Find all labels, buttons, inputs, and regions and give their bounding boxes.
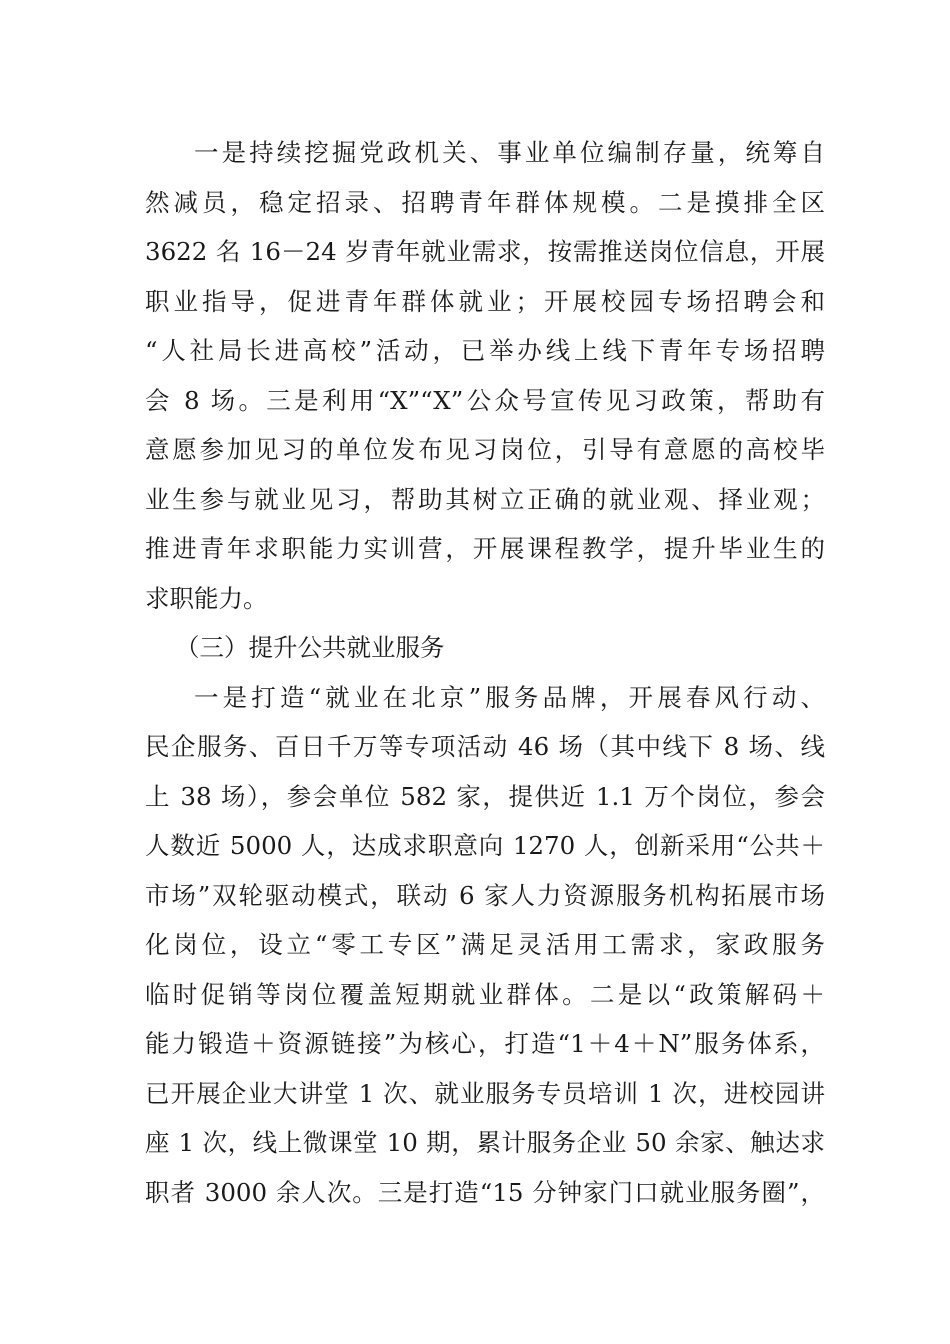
- text-line: “人社局长进高校”活动，已举办线上线下青年专场招聘: [145, 336, 825, 365]
- text-line: 临时促销等岗位覆盖短期就业群体。二是以“政策解码＋: [145, 980, 825, 1009]
- text-line: 一是持续挖掘党政机关、事业单位编制存量，统筹自: [194, 138, 825, 167]
- text-line: 已开展企业大讲堂 1 次、就业服务专员培训 1 次，进校园讲: [145, 1079, 825, 1108]
- text-line: 推进青年求职能力实训营，开展课程教学，提升毕业生的: [145, 534, 825, 563]
- text-line: 化岗位，设立“零工专区”满足灵活用工需求，家政服务: [145, 930, 825, 959]
- text-line: 上 38 场），参会单位 582 家，提供近 1.1 万个岗位，参会: [145, 782, 825, 811]
- text-line: 职业指导，促进青年群体就业；开展校园专场招聘会和: [145, 287, 825, 316]
- text-line: 民企服务、百日千万等专项活动 46 场（其中线下 8 场、线: [145, 732, 825, 761]
- text-line: 职者 3000 余人次。三是打造“15 分钟家门口就业服务圈”，: [145, 1178, 825, 1207]
- text-line: 一是打造“就业在北京”服务品牌，开展春风行动、: [194, 683, 825, 712]
- text-line: 能力锻造＋资源链接”为核心，打造“1＋4＋N”服务体系，: [145, 1029, 825, 1058]
- section-heading: （三）提升公共就业服务: [175, 633, 445, 662]
- text-line: 意愿参加见习的单位发布见习岗位，引导有意愿的高校毕: [145, 435, 825, 464]
- text-line: 市场”双轮驱动模式，联动 6 家人力资源服务机构拓展市场: [145, 881, 825, 910]
- text-line: 3622 名 16－24 岁青年就业需求，按需推送岗位信息，开展: [145, 237, 825, 266]
- text-line: 会 8 场。三是利用“X”“X”公众号宣传见习政策，帮助有: [145, 386, 825, 415]
- text-line: 求职能力。: [145, 584, 268, 613]
- text-line: 人数近 5000 人，达成求职意向 1270 人，创新采用“公共＋: [145, 831, 825, 860]
- text-line: 然减员，稳定招录、招聘青年群体规模。二是摸排全区: [145, 188, 825, 217]
- text-line: 业生参与就业见习，帮助其树立正确的就业观、择业观；: [145, 485, 825, 514]
- text-line: 座 1 次，线上微课堂 10 期，累计服务企业 50 余家、触达求: [145, 1128, 825, 1157]
